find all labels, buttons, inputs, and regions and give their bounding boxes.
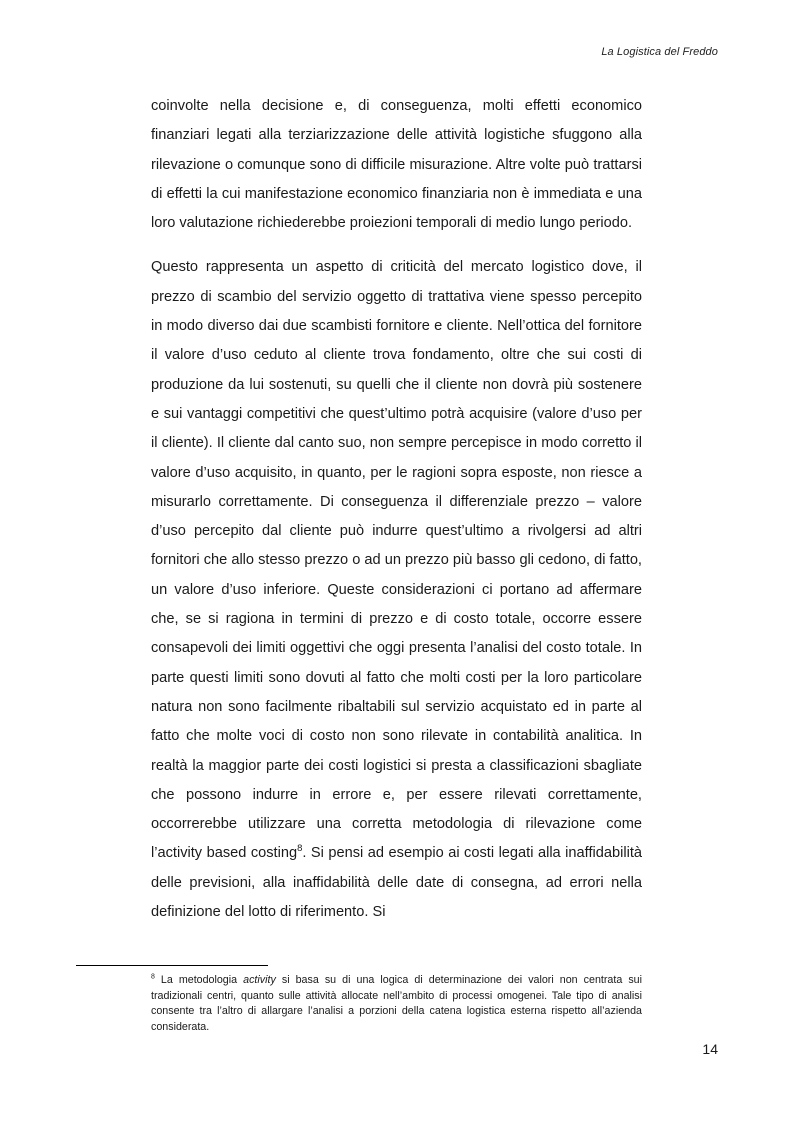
- running-header: La Logistica del Freddo: [601, 46, 718, 58]
- paragraph-2: [151, 253, 642, 927]
- footnote-number: 8: [151, 973, 155, 981]
- paragraph-1: coinvolte nella decisione e, di conseguenza, molti effetti economico finanziari legati alla terziarizzazione delle attività logistiche sfuggono alla rilevazione o comunque sono di difficile misurazione. Altre volte può trattarsi di effetti la cui manifestazione economico finanziaria non è immediata e una loro valutazione richiederebbe proiezioni temporali di medio lungo periodo.: [151, 98, 642, 232]
- main-text: [151, 92, 642, 927]
- footnote-emphasis: activity: [243, 974, 276, 986]
- page-number: 14: [702, 1041, 718, 1057]
- footnote-text-start: La metodologia: [154, 974, 244, 986]
- paragraph-2-continuation: . Si pensi ad esempio ai costi legati alla inaffidabilità delle previsioni, alla inaffidabilità delle date di consegna, ad errori nella definizione del lotto di riferimento. Si: [151, 845, 642, 921]
- footnote-reference: 8: [297, 843, 303, 855]
- footnote: [151, 973, 642, 1036]
- footnote-separator: [76, 965, 268, 966]
- paragraph-2-text: Questo rappresenta un aspetto di criticità del mercato logistico dove, il prezzo di scambio del servizio oggetto di trattativa viene spesso percepito in modo diverso dai due scambisti fornitore e cliente. Nell’ottica del fornitore il valore d’uso ceduto al cliente trova fondamento, oltre che sui costi di produzione da lui sostenuti, su quelli che il cliente non dovrà più sostenere e sui vantaggi competitivi che quest’ultimo potrà acquisire (valore d’uso per il cliente). Il cliente dal canto suo, non sempre percepisce in modo corretto il valore d’uso acquisito, in quanto, per le ragioni sopra esposte, non riesce a misurarlo correttamente. Di conseguenza il differenziale prezzo – valore d’uso percepito dal cliente può indurre quest’ultimo a rivolgersi ad altri fornitori che allo stesso prezzo o ad un prezzo più basso gli cedono, di fatto, un valore d’uso inferiore. Queste considerazioni ci portano ad affermare che, se si ragiona in termini di prezzo e di costo totale, occorre essere consapevoli dei limiti oggettivi che oggi presenta l’analisi del costo totale. In parte questi limiti sono dovuti al fatto che molti costi per la loro particolare natura non sono facilmente ribaltabili sul servizio acquistato ed in parte al fatto che molte voci di costo non sono rilevate in contabilità analitica. In realtà la maggior parte dei costi logistici si presta a classificazioni sbagliate che possono indurre in errore e, per essere rilevati correttamente, occorrerebbe utilizzare una corretta metodologia di rilevazione come l’activity based costing: [151, 259, 642, 862]
- footnote-text-end: si basa su di una logica di determinazione dei valori non centrata sui tradizionali centri, quanto sulle attività allocate nell’ambito di processi omogenei. Tale tipo di analisi consente tra l’altro di allargare l’analisi a porzioni della catena logistica esterna rispetto all’azienda considerata.: [151, 974, 642, 1034]
